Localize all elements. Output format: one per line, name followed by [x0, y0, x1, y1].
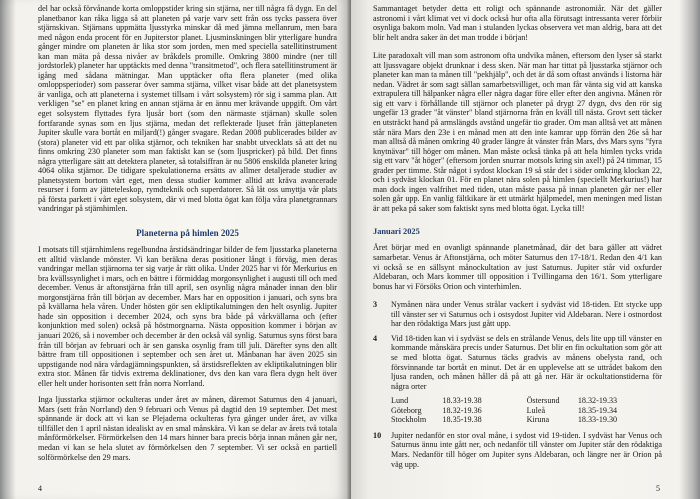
city-cell: Östersund	[526, 396, 560, 406]
time-cell: 18.32-19.33	[577, 396, 618, 406]
left-paragraph-occultations: Inga ljusstarka stjärnor ockulteras under året av månen, däremot Saturnus den 4 januari, Mars (sett från Norrland) den 9 februari och Venus på dagtid den 19 september. Det mest spännande är dock att vi kan se Plejaderna ockulteras fyra gånger under året, av vilka tillfället den 1 april nästan idealiskt av en smal månskära. Vi kan se delar av årets två totala månförmörkelser. Förmörkelsen den 14 mars hinner bara precis börja innan månen går ner, medan vi kan se hela slutet av förmörkelsen den 7 september. Vi ser också en partiell solförmörkelse den 29 mars.	[38, 395, 337, 462]
month-intro: Året börjar med en ovanligt spännande planetmånad, där det bara gäller att vädret samarbetar. Venus är Aftonstjärna, och möter Saturnus den 17-18/1. Redan den 4/1 kan vi också se en sällsynt månockultation av just Saturnus. Jupiter står vid oxfurder Aldebaran, och Mars kommer till opposition i Tvillingarna den 16/1. Som ytterligare bonus har vi Försöks Orion och vinterhimlen.	[373, 243, 662, 291]
left-paragraph-planets: I motsats till stjärnhimlens regelbundna årstidsändringar bilder de fem ljusstarka planeterna ett alltid växlande mönster. Vi kan beräkna deras positioner långt i förväg, men deras vandringar mellan stjärnorna ter sig varje år rätt olika. Under 2025 har vi för Merkurius en bra kvällssynlighet i mars, och en bättre i förmiddag morgonsynlighet i augusti till och med december. Venus är aftonstjärna från till april, sen osynlig några månader innan den blir morgonstjärna från till början av december. Mars har en opposition i januari, och syns bra på kvällarna hela våren. Under hösten gör sen ekliptikalutningen den helt osynlig. Jupiter hade sin opposition i december 2024, och syns bra både på vårkvällarna och (efter konjunktion med solen) också på höstmorgnarna. Nästa opposition kommer i början av januari 2026, så i november och december är den också väl synlig. Saturnus syns först bara från till början av februari och är sen ganska osynlig fram till juli. Därefter syns den allt bättre fram till oppositionen i september och sen året ut. Månbanan har även 2025 sin uppstigande nod nära vårdagjämningspunkten, så ärstidsreflekten av ekliptikalutningen blir extra stor. Månen får tidvis extrema deklinationer, dvs den kan vara flera dygn helt över eller helt under horisonten sett från norra Norrland.	[38, 245, 337, 388]
list-item	[373, 334, 662, 391]
city-cell: Luleå	[526, 405, 546, 415]
time-cell: 18.32-19.36	[442, 405, 482, 415]
table-row	[391, 406, 662, 416]
month-heading: Januari 2025	[373, 227, 420, 237]
time-cell: 18.35-19.34	[577, 405, 618, 415]
city-cell: Kiruna	[526, 415, 550, 425]
list-item	[373, 431, 662, 469]
event-text: Vid 18-tiden kan vi i sydväst se dels en strålande Venus, dels lite upp till vänster en kommande månskära precis under Saturnus. Det blir en fin ockultation som gör att se med blotta ögat. Saturnus täcks gradvis av månens obelysta rand, och försvinnande tar bortåt en minut. Det är en upplevelse att se uttrådet bakom den ljusa randen, och månen håller då på att gå ner. Här är ockultationstiderna för några orter	[391, 333, 662, 391]
right-paragraph-moon: Lite paradoxalt vill man som astronom ofta undvika månen, eftersom den lyser så starkt att ljussvagare objekt drunknar i dess sken. När man har tittat på ljusstarka stjärnor och planeter kan man ta månen till "pekhjälp", och det är då som oftast används i listorna här nedan. Vädret är som sagt sällan samarbetsvilliget, och man får vänta sig vid att kanska extrapulera till hälpanker några eller några dagar före eller efter den angivna. Månen rör sig ett varv i förhållande till stjärnor och planeter på drygt 27 dygn, dvs den rör sig ungefär 13 grader "åt vänster" bland stjärnorna från en kväll till nästa. Grovt sett täcker en utsträckt hand på armslängds avstånd ungefär tio grader. Om man alltså vet att månen står nära Mars den 23e i en månad men att den inte kamrar upp förrän den 26e så har man alltså då månen omkring 40 grader längre åt vänster från Mars, dvs Mars syns "fyra knytnävar" till höger om månen. Man måste också tänka på att hela himlen tycks vrida sig ett varv "åt höger" (eftersom jorden snurrar motsols kring sin axel!) på 24 timmar, 15 grader per timme. Står något i sydost klockan 19 så står det i söder omkring klockan 22, och i sydväst klockan 01. För en planet nära solen på himlen (speciellt Merkurius!) har man dock ingen valfrihet med tiden, utan måste passa på innan planeten går ner eller solen går upp. En vanlig fältkikare är ett utmärkt hjälpmedel, men meningen med listan är att peka på saker som faktiskt syns med blotta ögat. Lycka till!	[373, 51, 662, 213]
event-day: 3	[373, 300, 378, 310]
table-row	[391, 396, 662, 406]
right-page	[351, 0, 700, 499]
page-number-right: 5	[656, 484, 660, 493]
right-paragraph-summary: Sammantaget betyder detta ett roligt och spännande astronomiår. När det gäller astronomi i vårt klimat vet vi dock också hur ofta alla förutsagt intressanta verer förbiir osynliga bakom moln. Vad man i stulanden lyckas observera vet man aldrig, bara att det blir helt andra saker än det man trodde i början!	[373, 4, 662, 42]
event-day: 10	[373, 430, 382, 440]
city-cell: Göteborg	[391, 405, 422, 415]
left-paragraph-intro: del har också förvånande korta omloppstider kring sin stjärna, ner till några få dygn. En del planetbanor kan råka ligga så att planeten på varje varv sett från oss tycks passera över stjärnskivan. Stjärnans uppmätta ljusstyrka minskar då med jämna mellanrum, men bara med någon enda procent för en Jupiterstor planet. Ljusminskningen blir ytterligare hundra gånger mindre om planeten är lika stor som jorden, men med speciella satellitinstrument kan man mäta på dessa nivåer av bråkdels promille. Omkring 3800 mindre (ner till jordstorlek) planeter har upptäckts med denna "transitmetod", och flera satellitinstrument är igång med sådana mätningar. Man upptäcker ofta flera planeter (med olika omloppsperioder) som passerar över samma stjärna, vilket visar både att det planetsystem är vanliga, och att planeterna i systemet tillsam i vårt solsystem) rör sig i samma plan. Att verkligen "se" en planet kring en annan stjärna är en ännu mer krävande uppgift. Om vårt eget solsystem flyttades fyra ljusår bort (som den närmaste stjärnan) skulle solen fortfarande synas som en ljus stjärna, medan det reflekterade ljuset från jätteplaneten Jupiter skulle vara bortåt en miljard(!) gånger svagare. Redan 2008 publicerades bilder av (stora) planeter vid ett par olika stjärnor, och tekniken har snabbt utvecklats så att det nu finns omkring 230 planeter som man faktiskt kan se (som ljuspricker) på bild. Det finns några ytterligare sätt att detektera planeter, så totalsiffran är nu 5806 enskilda planeter kring 4064 olika stjärnor. De tidigare spekulationerna ersätts av allmer detaljerade studier av planetsystem bortom vårt eget, men dessa studier kommer alltid att kräva avancerade resurser i form av jätteteleskop, rymdteknik och superdatorer. Så låt oss umyttja vår plats på första parkett i vårt eget solsystem, där vi med blotta ögat kan följa våra planetgrannars vandringar på stjärnhimlen.	[38, 4, 337, 214]
event-text: Nymånen nära under Venus strålar vackert i sydväst vid 18-tiden. Ett stycke upp till vänster ser vi Saturnus och i ostsydost Jupiter vid Aldebaran. Nere i ostnordost har den rödaktiga Mars just gått upp.	[391, 300, 662, 329]
time-cell: 18.33-19.30	[577, 415, 618, 425]
event-list	[373, 300, 662, 469]
event-day: 4	[373, 333, 378, 343]
table-row	[391, 415, 662, 425]
city-cell: Lund	[391, 396, 409, 406]
list-item	[373, 300, 662, 329]
event-text: Jupiter nedanför en stor oval måne, i sydost vid 19-tiden. I sydväst har Venus och Saturnus ännu inte gått ner, och nedanför till vänster om Jupiter står den rödaktiga Mars. Nedanför till höger om Jupiter syns Aldebaran, och längre ner är Orion på väg upp.	[391, 430, 662, 469]
city-cell: Stockholm	[391, 415, 427, 425]
time-cell: 18.35-19.38	[442, 415, 482, 425]
time-cell: 18.33-19.38	[442, 396, 482, 406]
page-number-left: 4	[38, 484, 42, 493]
occultation-times-table	[391, 396, 662, 425]
section-heading: Planeterna på himlen 2025	[136, 228, 239, 239]
